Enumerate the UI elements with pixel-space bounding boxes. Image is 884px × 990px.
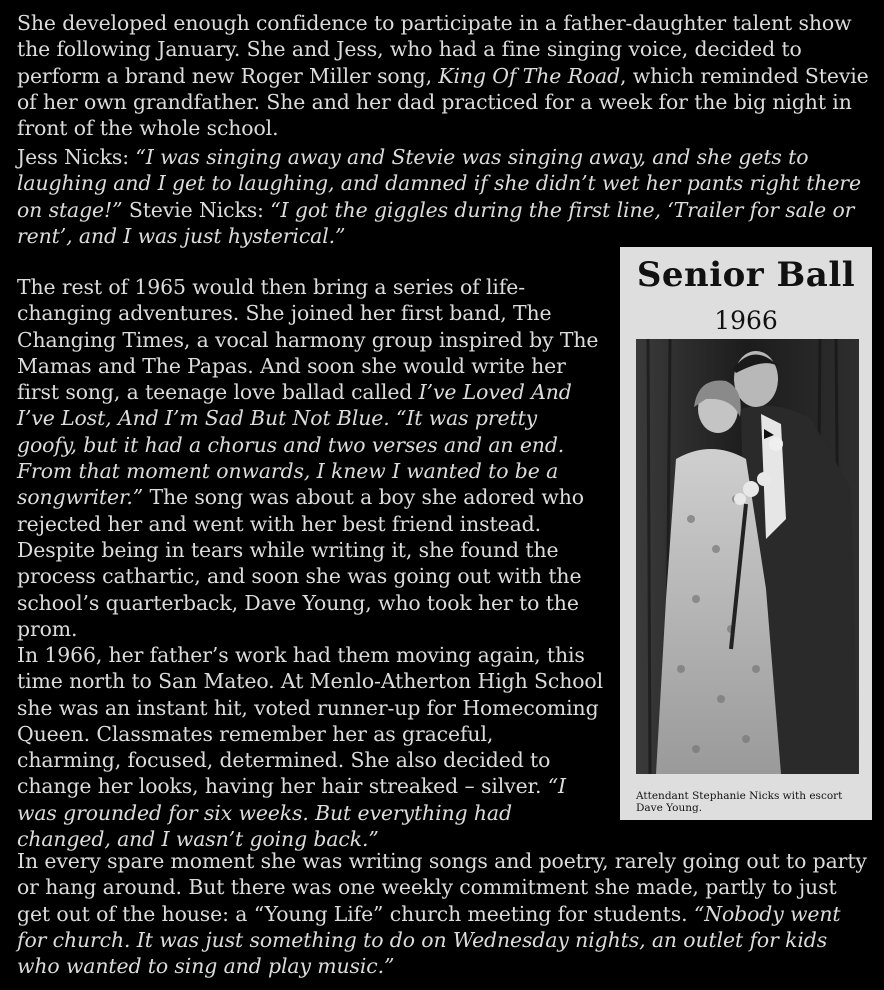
prom-photo-image <box>636 339 859 774</box>
photo-heading: Senior Ball <box>636 255 856 295</box>
quote-jess: “I was singing away and Stevie was singing away, and she gets to laughing and I get to laughing, and damned if she didn’t wet her pants right there on stage!” <box>17 145 861 222</box>
paragraph-quotes <box>17 144 869 249</box>
paragraph-text: , which reminded Stevie of her own grandfather. She and her dad practiced for a week for the big night in front of the whole school. <box>17 63 869 141</box>
paragraph-young-life <box>17 848 869 979</box>
paragraph-text: In every spare moment she was writing songs and poetry, rarely going out to party or hang around. But there was one weekly commitment she made, partly to just get out of the house: a “Young Life” church meeting for students. <box>17 849 867 926</box>
paragraph-text: The rest of 1965 would then bring a series of life-changing adventures. She joined her first band, The Changing Times, a vocal harmony group inspired by The Mamas and The Papas. And soon she would write her first song, a teenage love ballad called <box>17 275 599 405</box>
paragraph-text: The song was about a boy she adored who rejected her and went with her best friend instead. Despite being in tears while writing it, she found the process cathartic, and soon she was going out with the school’s quarterback, Dave Young, who took her to the prom. <box>17 485 584 641</box>
paragraph-first-song <box>17 274 603 642</box>
quote-stevie: “I got the giggles during the first line, ‘Trailer for sale or rent’, and I was just hysterical.” <box>17 197 855 248</box>
song-title: King Of The Road <box>438 63 621 88</box>
song-title: I’ve Loved And I’ve Lost, And I’m Sad But Not Blue. <box>17 380 572 431</box>
quote-songwriter: “It was pretty goofy, but it had a chorus and two verses and an end. From that moment onwards, I knew I wanted to be a songwriter.” <box>17 406 565 510</box>
speaker-stevie: Stevie Nicks: <box>122 197 271 222</box>
quote-church: “Nobody went for church. It was just something to do on Wednesday nights, an outlet for kids who wanted to sing and play music.” <box>17 901 841 979</box>
paragraph-talent-show <box>17 10 869 141</box>
photo-year: 1966 <box>714 306 778 335</box>
prom-photo <box>636 339 859 774</box>
quote-grounded: “I was grounded for six weeks. But everything had changed, and I wasn’t going back.” <box>17 774 567 852</box>
paragraph-text: In 1966, her father’s work had them moving again, this time north to San Mateo. At Menlo-Atherton High School she was an instant hit, voted runner-up for Homecoming Queen. Classmates remember her as graceful, charming, focused, determined. She also decided to change her looks, having her hair streaked – silver. <box>17 643 603 799</box>
paragraph-san-mateo <box>17 642 603 852</box>
speaker-jess: Jess Nicks: <box>17 145 136 169</box>
paragraph-text: She developed enough confidence to participate in a father-daughter talent show the following January. She and Jess, who had a fine singing voice, decided to perform a brand new Roger Miller song, <box>17 11 852 88</box>
photo-caption: Attendant Stephanie Nicks with escort Dave Young. <box>636 790 843 814</box>
senior-ball-photo-card <box>620 247 872 820</box>
